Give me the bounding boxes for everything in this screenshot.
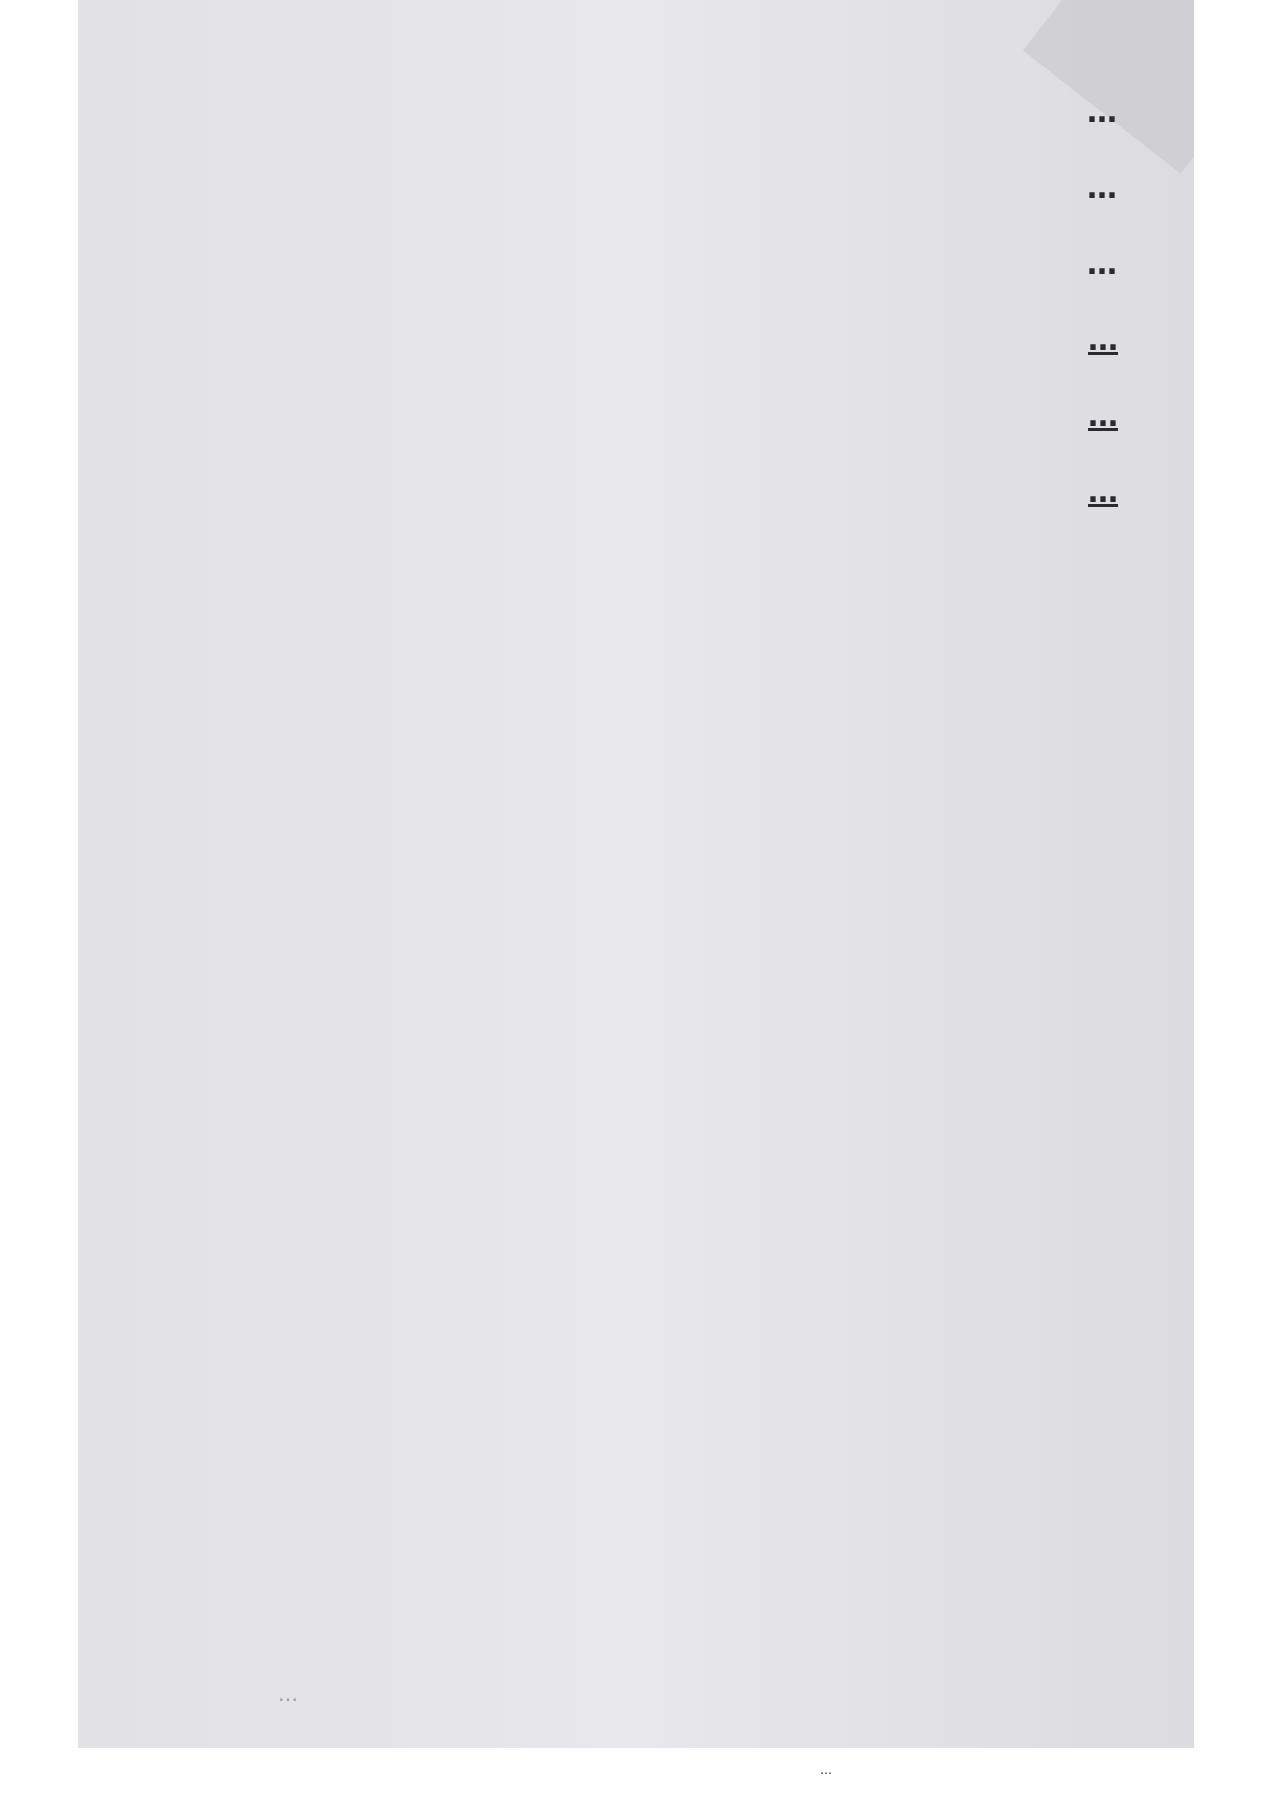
paragraph-gap [188,298,1118,308]
numbered-heading: … [1088,399,1118,434]
page-number: … [278,1682,298,1706]
scanner-footer: … [820,1763,832,1777]
paragraph-gap [188,222,1118,232]
text-line: … [1087,247,1118,282]
paragraph-gap [188,374,1118,384]
text-line: … [1087,95,1118,130]
page-body [188,80,1118,526]
subheading: … [1088,475,1118,510]
paragraph-gap [188,450,1118,460]
section-heading: … [1088,323,1118,358]
text-line: … [1087,171,1118,206]
scanned-page [78,0,1194,1748]
paragraph-gap [188,146,1118,156]
